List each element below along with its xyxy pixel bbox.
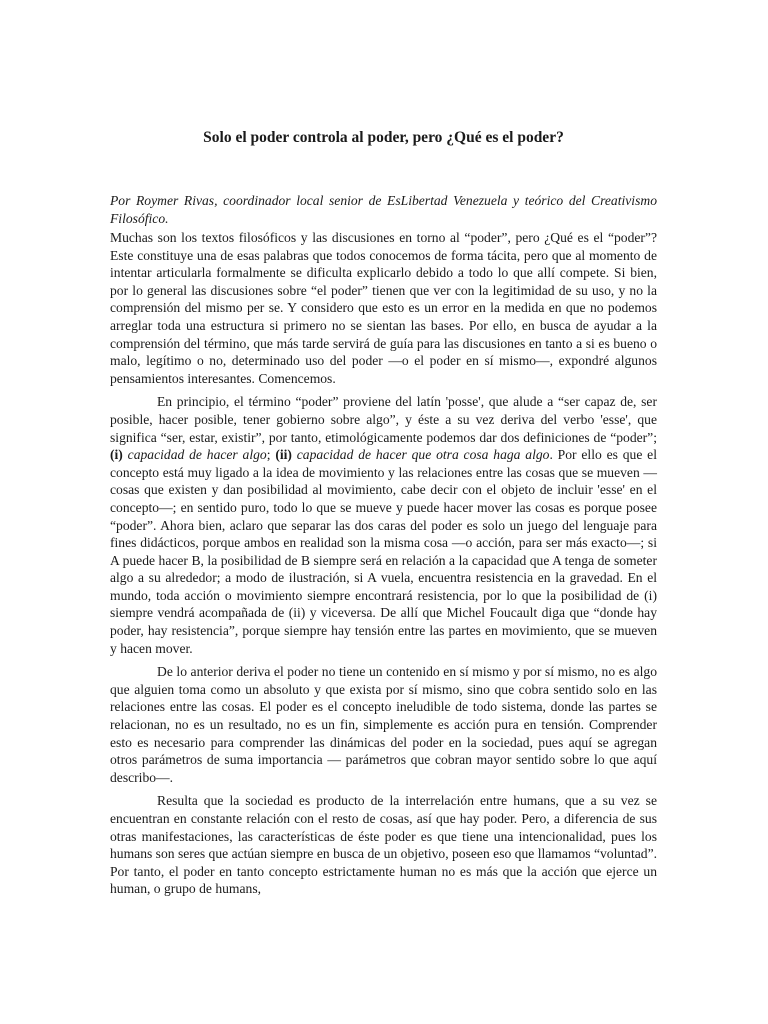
definition-ii: capacidad de hacer que otra cosa haga algo (296, 447, 550, 463)
paragraph-2-text-b: . Por ello es que el concepto está muy ligado a la idea de movimiento y las relaciones entre las cosas que se mueven —cosas que existen y dan posibilidad al movimiento, cabe decir con el objeto de incluir 'esse' en el concepto—; en sentido puro, todo lo que se mueve y puede hacer mover las cosas es porque posee “poder”. Ahora bien, aclaro que separar las dos caras del poder es solo un juego del lenguaje para fines didácticos, porque ambos en realidad son la misma cosa —o acción, para ser más exacto—; si A puede hacer B, la posibilidad de B siempre será en relación a la capacidad que A tenga de someter algo a su alrededor; a modo de ilustración, si A vuela, encuentra resistencia en la gravedad. En el mundo, toda acción o movimiento siempre encontrará resistencia, por lo que la posibilidad de (i) siempre vendrá acompañada de (ii) y viceversa. De allí que Michel Foucault diga que “donde hay poder, hay resistencia”, porque siempre hay tensión entre las partes en movimiento, que se mueven y hacen mover. (110, 447, 657, 656)
paragraph-3: De lo anterior deriva el poder no tiene un contenido en sí mismo y por sí mismo, no es algo que alguien toma como un absoluto y que exista por sí mismo, sino que cobra sentido solo en las relaciones entre las cosas. El poder es el concepto ineludible de todo sistema, donde las partes se relacionan, no es un resultado, no es un fin, simplemente es acción pura en tensión. Comprender esto es necesario para comprender las dinámicas del poder en la sociedad, pues aquí se agregan otros parámetros de suma importancia — parámetros que cobran mayor sentido sobre lo que aquí describo—. (110, 664, 657, 785)
definition-marker-ii: (ii) (275, 447, 292, 463)
document-page (110, 128, 657, 904)
definition-i: capacidad de hacer algo (127, 447, 267, 463)
paragraph-2 (110, 393, 657, 657)
paragraph-4: Resulta que la sociedad es producto de la interrelación entre humans, que a su vez se encuentran en constante relación con el resto de cosas, así que hay poder. Pero, a diferencia de sus otras manifestaciones, las características de éste poder es que tiene una intencionalidad, pues los humans son seres que actúan siempre en busca de un objetivo, poseen eso que llamamos “voluntad”. Por tanto, el poder en tanto concepto estrictamente human no es más que la acción que ejerce un human, o grupo de humans, (110, 793, 657, 897)
author-byline: Por Roymer Rivas, coordinador local senior de EsLibertad Venezuela y teórico del Creativismo Filosófico. (110, 193, 657, 226)
paragraph-1: Muchas son los textos filosóficos y las discusiones en torno al “poder”, pero ¿Qué es el “poder”? Este constituye una de esas palabras que todos conocemos de forma tácita, pero que al momento de intentar articularla formalmente se dificulta explicarlo debido a todo lo que allí compete. Si bien, por lo general las discusiones sobre “el poder” tienen que ver con la legitimidad de su uso, y no la comprensión del mismo per se. Y considero que esto es un error en la medida en que no podemos arreglar toda una estructura si primero no se sientan las bases. Por ello, en busca de ayudar a la comprensión del término, que más tarde servirá de guía para las discusiones en tanto a si es bueno o malo, legítimo o no, determinado uso del poder —o el poder en sí mismo—, expondré algunos pensamientos interesantes. Comencemos. (110, 230, 657, 386)
paragraph-2-separator: ; (266, 447, 276, 463)
paragraph-2-text-a: En principio, el término “poder” proviene del latín 'posse', que alude a “ser capaz de, ser posible, hacer posible, tener gobierno sobre algo”, y éste a su vez deriva del verbo 'esse', que significa “ser, estar, existir”, por tanto, etimológicamente podemos dar dos definiciones de “poder”; (110, 394, 657, 445)
definition-marker-i: (i) (110, 447, 123, 463)
document-title: Solo el poder controla al poder, pero ¿Qué es el poder? (203, 129, 564, 146)
